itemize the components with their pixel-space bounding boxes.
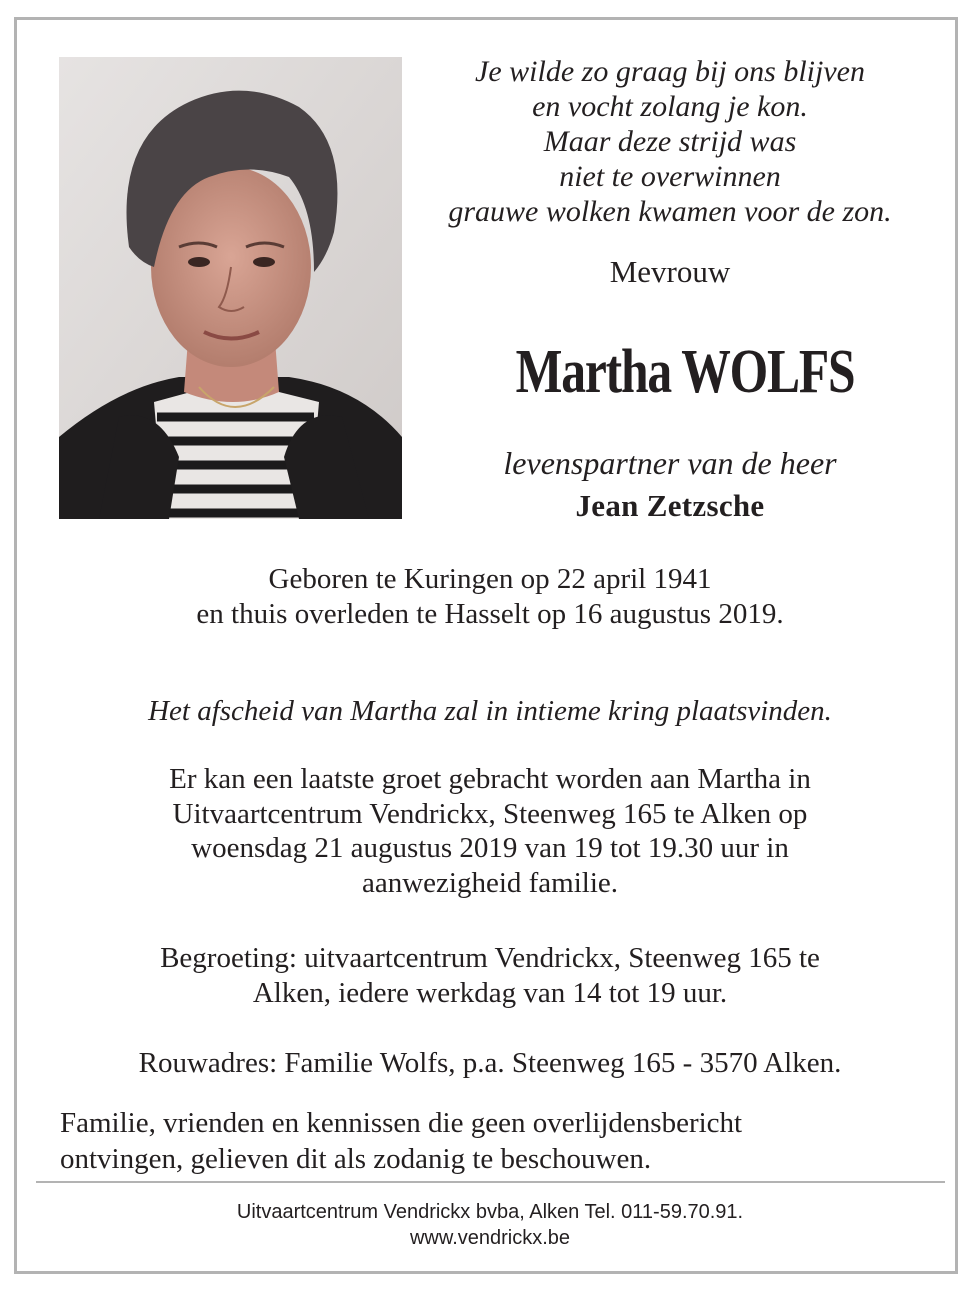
visit-line: Uitvaartcentrum Vendrickx, Steenweg 165 te Alken op [172,797,808,830]
portrait-photo [59,57,402,519]
poem-line: en vocht zolang je kon. [532,90,808,123]
greeting-info [20,941,960,1011]
footer-divider [36,1181,945,1183]
note-line: Familie, vrienden en kennissen die geen overlijdensbericht [60,1107,743,1139]
greeting-line: Begroeting: uitvaartcentrum Vendrickx, Steenweg 165 te [160,942,820,974]
poem-line: Maar deze strijd was [543,125,797,158]
mourning-address: Rouwadres: Familie Wolfs, p.a. Steenweg 165 - 3570 Alken. [138,1047,842,1079]
poem [420,54,920,229]
birth-death-info [20,562,960,632]
visit-line: woensdag 21 augustus 2019 van 19 tot 19.30 uur in [191,832,789,864]
footer-website[interactable]: www.vendrickx.be [409,1227,571,1249]
partner-name: Jean Zetzsche [575,488,765,523]
farewell-text: Het afscheid van Martha zal in intieme kring plaatsvinden. [148,695,832,727]
poem-line: Je wilde zo graag bij ons blijven [475,55,865,88]
death-line: en thuis overleden te Hasselt op 16 augustus 2019. [196,598,784,630]
poem-line: niet te overwinnen [559,160,781,193]
deceased-name: Martha WOLFS [515,338,855,406]
greeting-line: Alken, iedere werkdag van 14 tot 19 uur. [252,977,728,1009]
partner-label: levenspartner van de heer [503,445,837,481]
poem-line: grauwe wolken kwamen voor de zon. [448,195,892,228]
birth-line: Geboren te Kuringen op 22 april 1941 [268,563,712,595]
footer-company: Uitvaartcentrum Vendrickx bvba, Alken Tel. 011-59.70.91. [236,1201,744,1223]
visit-info [20,762,960,900]
family-note [60,1105,940,1177]
note-line: ontvingen, gelieven dit als zodanig te beschouwen. [60,1143,652,1175]
footer [20,1199,960,1251]
visit-line: Er kan een laatste groet gebracht worden aan Martha in [169,763,811,795]
visit-line: aanwezigheid familie. [361,866,619,899]
salutation: Mevrouw [609,254,731,289]
